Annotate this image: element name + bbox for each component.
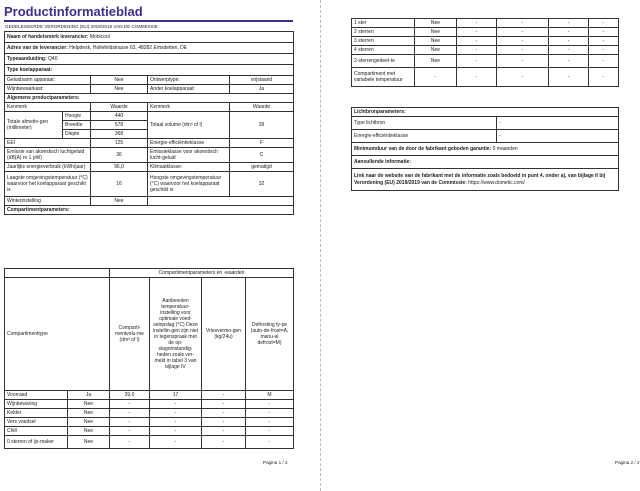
col-kenmerk-2: Kenmerk	[148, 103, 230, 112]
compartment-name: 3 sterren	[352, 37, 415, 46]
compartment-defrost: -	[246, 400, 294, 409]
compartment-row	[352, 46, 619, 55]
compartment-freeze: -	[549, 37, 589, 46]
compartment-defrost: -	[589, 68, 619, 87]
other-cooler-label: Ander koelapparaat:	[148, 85, 230, 94]
compartment-present: Nee	[415, 37, 457, 46]
compartment-volume: -	[457, 28, 497, 37]
compartment-freeze: -	[202, 391, 246, 400]
noise-class-value: C	[230, 148, 294, 163]
light-class-label: Energie-efficiëntieklasse	[352, 130, 497, 143]
compartment-temp: -	[497, 19, 549, 28]
compartment-volume: -	[457, 46, 497, 55]
compartment-volume: -	[457, 37, 497, 46]
climate-class-value: gematigd	[230, 163, 294, 172]
col-freezing-capacity: Vriesvermo-gen (kg/24u)	[202, 278, 246, 391]
compartment-temp: -	[150, 436, 202, 449]
height-value: 440	[91, 112, 148, 121]
compartment-row	[352, 28, 619, 37]
min-temp-value: 16	[91, 172, 148, 197]
col-compartment-type: Compartimenttype	[5, 278, 110, 391]
compartment-temp: -	[497, 46, 549, 55]
compartment-row	[352, 19, 619, 28]
compartment-defrost: -	[589, 19, 619, 28]
page-2	[321, 0, 640, 491]
col-waarde-2: Waarde	[230, 103, 294, 112]
supplier-address-row: Adres van de leverancier: Helpdesk, Hollefeldstrasse 63, 48282 Emsdetten, DE	[5, 43, 294, 54]
min-temp-label: Laagste omgevingstemperatuur (°C) waarvoor het koelapparaat geschikt is	[5, 172, 91, 197]
model-row: Typeaanduiding: Q40	[5, 54, 294, 65]
compartment-row	[352, 55, 619, 68]
compartment-temp: 17	[150, 391, 202, 400]
compartment-present: Nee	[68, 409, 110, 418]
compartment-temp: -	[497, 55, 549, 68]
compartment-defrost: -	[246, 427, 294, 436]
compartment-name: Voorraad	[5, 391, 68, 400]
compartment-defrost: -	[589, 28, 619, 37]
compartment-defrost: -	[589, 55, 619, 68]
compartment-name: Vers voedsel	[5, 418, 68, 427]
col-waarde-1: Waarde	[91, 103, 148, 112]
compartment-row	[5, 400, 294, 409]
compartment-freeze: -	[202, 400, 246, 409]
compartment-params-heading: Compartimentparameters:	[5, 206, 294, 215]
col-temperature-setting: Aanbevolen temperatuur-instelling voor optimale voed-selopslag (°C) Deze instellin-gen zijn niet in tegenspraak met de op-slagomstandig-heden zoals ver-meld in tabel 3 van bijlage IV	[150, 278, 202, 391]
max-temp-label: Hoogste omgevingstemperatuur (°C) waarvoor het koelapparaat geschikt is	[148, 172, 230, 197]
depth-value: 368	[91, 130, 148, 139]
compartment-temp: -	[150, 409, 202, 418]
annual-energy-value: 96,0	[91, 163, 148, 172]
dimensions-label: Totale afmetin-gen (millimeter)	[5, 112, 63, 139]
light-type-label: Type lichtbron	[352, 117, 497, 130]
compartment-volume: -	[110, 409, 150, 418]
compartment-freeze: -	[202, 436, 246, 449]
compartment-freeze: -	[549, 19, 589, 28]
low-noise-label: Geluidsarm apparaat:	[5, 76, 91, 85]
extra-info-heading: Aanvullende informatie:	[352, 156, 619, 169]
compartment-volume: -	[457, 19, 497, 28]
page-number: Pagina 1 / 2	[263, 460, 288, 465]
compartment-volume: 39,0	[110, 391, 150, 400]
compartment-present: Nee	[415, 28, 457, 37]
col-kenmerk-1: Kenmerk	[5, 103, 91, 112]
design-type-label: Ontwerptype:	[148, 76, 230, 85]
supplier-address: Helpdesk, Hollefeldstrasse 63, 48282 Emsdetten, DE	[69, 45, 188, 51]
compartment-freeze: -	[549, 68, 589, 87]
compartment-present: Nee	[415, 46, 457, 55]
compartment-table-continued	[351, 18, 619, 87]
compartment-present: Nee	[68, 400, 110, 409]
compartment-present: Ja	[68, 391, 110, 400]
compartment-name: Kelder	[5, 409, 68, 418]
compartment-present: Nee	[68, 418, 110, 427]
compartment-row	[352, 37, 619, 46]
compartment-temp: -	[497, 28, 549, 37]
compartment-freeze: -	[202, 409, 246, 418]
width-label: Breedte	[63, 121, 91, 130]
compartment-table	[4, 268, 294, 449]
title-rule	[4, 20, 293, 22]
regulation-subtitle: GEDELEGEERDE VERORDENING (EU) 2019/2016 VAN DE COMMISSIE	[5, 24, 158, 29]
wine-cooler-value: Nee	[91, 85, 148, 94]
compartment-volume: -	[110, 418, 150, 427]
device-type-heading: Type koelapparaat:	[5, 65, 294, 76]
compartment-freeze: -	[549, 28, 589, 37]
compartment-volume: -	[110, 436, 150, 449]
warranty-row	[352, 143, 619, 156]
other-cooler-value: Ja	[230, 85, 294, 94]
compartment-present: -	[415, 68, 457, 87]
compartment-freeze: -	[549, 55, 589, 68]
compartment-defrost: -	[246, 418, 294, 427]
climate-class-label: Klimaatklasse:	[148, 163, 230, 172]
light-type-value: -	[497, 117, 619, 130]
energy-class-label: Energie-efficiëntieklasse	[148, 139, 230, 148]
energy-class-value: F	[230, 139, 294, 148]
compartment-present: Nee	[415, 55, 457, 68]
col-compartment-volume: Comparti-mentvolu-me (dm³ of l)	[110, 278, 150, 391]
product-info-table	[4, 31, 294, 215]
eei-value: 125	[91, 139, 148, 148]
warranty-label: Minimumduur van de door de fabrikant geboden garantie:	[354, 146, 492, 152]
compartment-present: Nee	[68, 427, 110, 436]
compartment-volume: -	[110, 400, 150, 409]
warranty-value: 0 maanden	[492, 146, 518, 152]
max-temp-value: 32	[230, 172, 294, 197]
eei-label: EEI	[5, 139, 91, 148]
compartment-name: 2-sterrengedeel-te	[352, 55, 415, 68]
noise-emission-value: 36	[91, 148, 148, 163]
compartment-temp: -	[150, 400, 202, 409]
compartment-temp: -	[150, 418, 202, 427]
compartment-row	[5, 436, 294, 449]
compartment-temp: -	[150, 427, 202, 436]
compartment-row	[5, 391, 294, 400]
compartment-defrost: -	[246, 409, 294, 418]
website-row	[352, 169, 619, 191]
compartment-volume: -	[457, 68, 497, 87]
compartment-defrost: M	[246, 391, 294, 400]
design-type-value: vrijstaand	[230, 76, 294, 85]
compartment-volume: -	[457, 55, 497, 68]
noise-class-label: Emissieklasse voor akoestisch lucht-geluid	[148, 148, 230, 163]
compartment-row	[5, 427, 294, 436]
width-value: 578	[91, 121, 148, 130]
empty-cell	[148, 197, 294, 206]
compartment-freeze: -	[202, 418, 246, 427]
supplier-name: Mobicool	[89, 34, 110, 40]
compartment-defrost: -	[589, 37, 619, 46]
compartment-row	[5, 409, 294, 418]
supplier-name-row: Naam of handelsmerk leverancier: Mobicool	[5, 32, 294, 43]
compartment-present: Nee	[68, 436, 110, 449]
winter-setting-value: Nee	[91, 197, 148, 206]
website-label: Link naar de website van de fabrikant met de informatie zoals bedoeld in punt 4, onder a), van bijlage II bij Verordening (EU) 2019/2019 van de Commissie:	[354, 172, 606, 186]
compartment-volume: -	[110, 427, 150, 436]
compartment-name: 0 sterren of ijs-maker	[5, 436, 68, 449]
compartment-present: Nee	[415, 19, 457, 28]
light-class-value: -	[497, 130, 619, 143]
total-volume-label: Totaal volume (dm³ of l)	[148, 112, 230, 139]
compartment-defrost: -	[589, 46, 619, 55]
compartment-temp: -	[497, 68, 549, 87]
model-identifier: Q40	[48, 56, 58, 62]
compartment-defrost: -	[246, 436, 294, 449]
general-params-heading: Algemene productparameters:	[5, 94, 294, 103]
compartment-name: 2 sterren	[352, 28, 415, 37]
compartment-name: Chill	[5, 427, 68, 436]
compartment-name: Compartiment met variabele temperatuur	[352, 68, 415, 87]
website-link: https://www.dometic.com/	[468, 179, 525, 186]
wine-cooler-label: Wijnbewaarkast:	[5, 85, 91, 94]
compartment-group-header: Compartimentparameters en -waarden	[110, 269, 294, 278]
compartment-name: 4 sterren	[352, 46, 415, 55]
compartment-name: 1 ster	[352, 19, 415, 28]
annual-energy-label: Jaarlijks energieverbruik (kWh/jaar)	[5, 163, 91, 172]
height-label: Hoogte	[63, 112, 91, 121]
col-defrost-type: Defrosting ty-pe (auto-de-frost=A, manu-al defrost=M)	[246, 278, 294, 391]
light-source-table	[351, 107, 619, 191]
compartment-name: Wijnbewaring	[5, 400, 68, 409]
winter-setting-label: Winterinstelling	[5, 197, 91, 206]
low-noise-value: Nee	[91, 76, 148, 85]
document-title: Productinformatieblad	[4, 4, 143, 19]
compartment-row	[5, 418, 294, 427]
compartment-freeze: -	[549, 46, 589, 55]
compartment-temp: -	[497, 37, 549, 46]
page-number: Pagina 2 / 2	[615, 460, 640, 465]
noise-emission-label: Emissie van akoestisch luchtgeluid (dB(A) re 1 pW)	[5, 148, 91, 163]
total-volume-value: 39	[230, 112, 294, 139]
compartment-freeze: -	[202, 427, 246, 436]
empty-header-cell	[5, 269, 110, 278]
depth-label: Diepte	[63, 130, 91, 139]
light-params-heading: Lichtbronparameters:	[352, 108, 619, 117]
compartment-row	[352, 68, 619, 87]
